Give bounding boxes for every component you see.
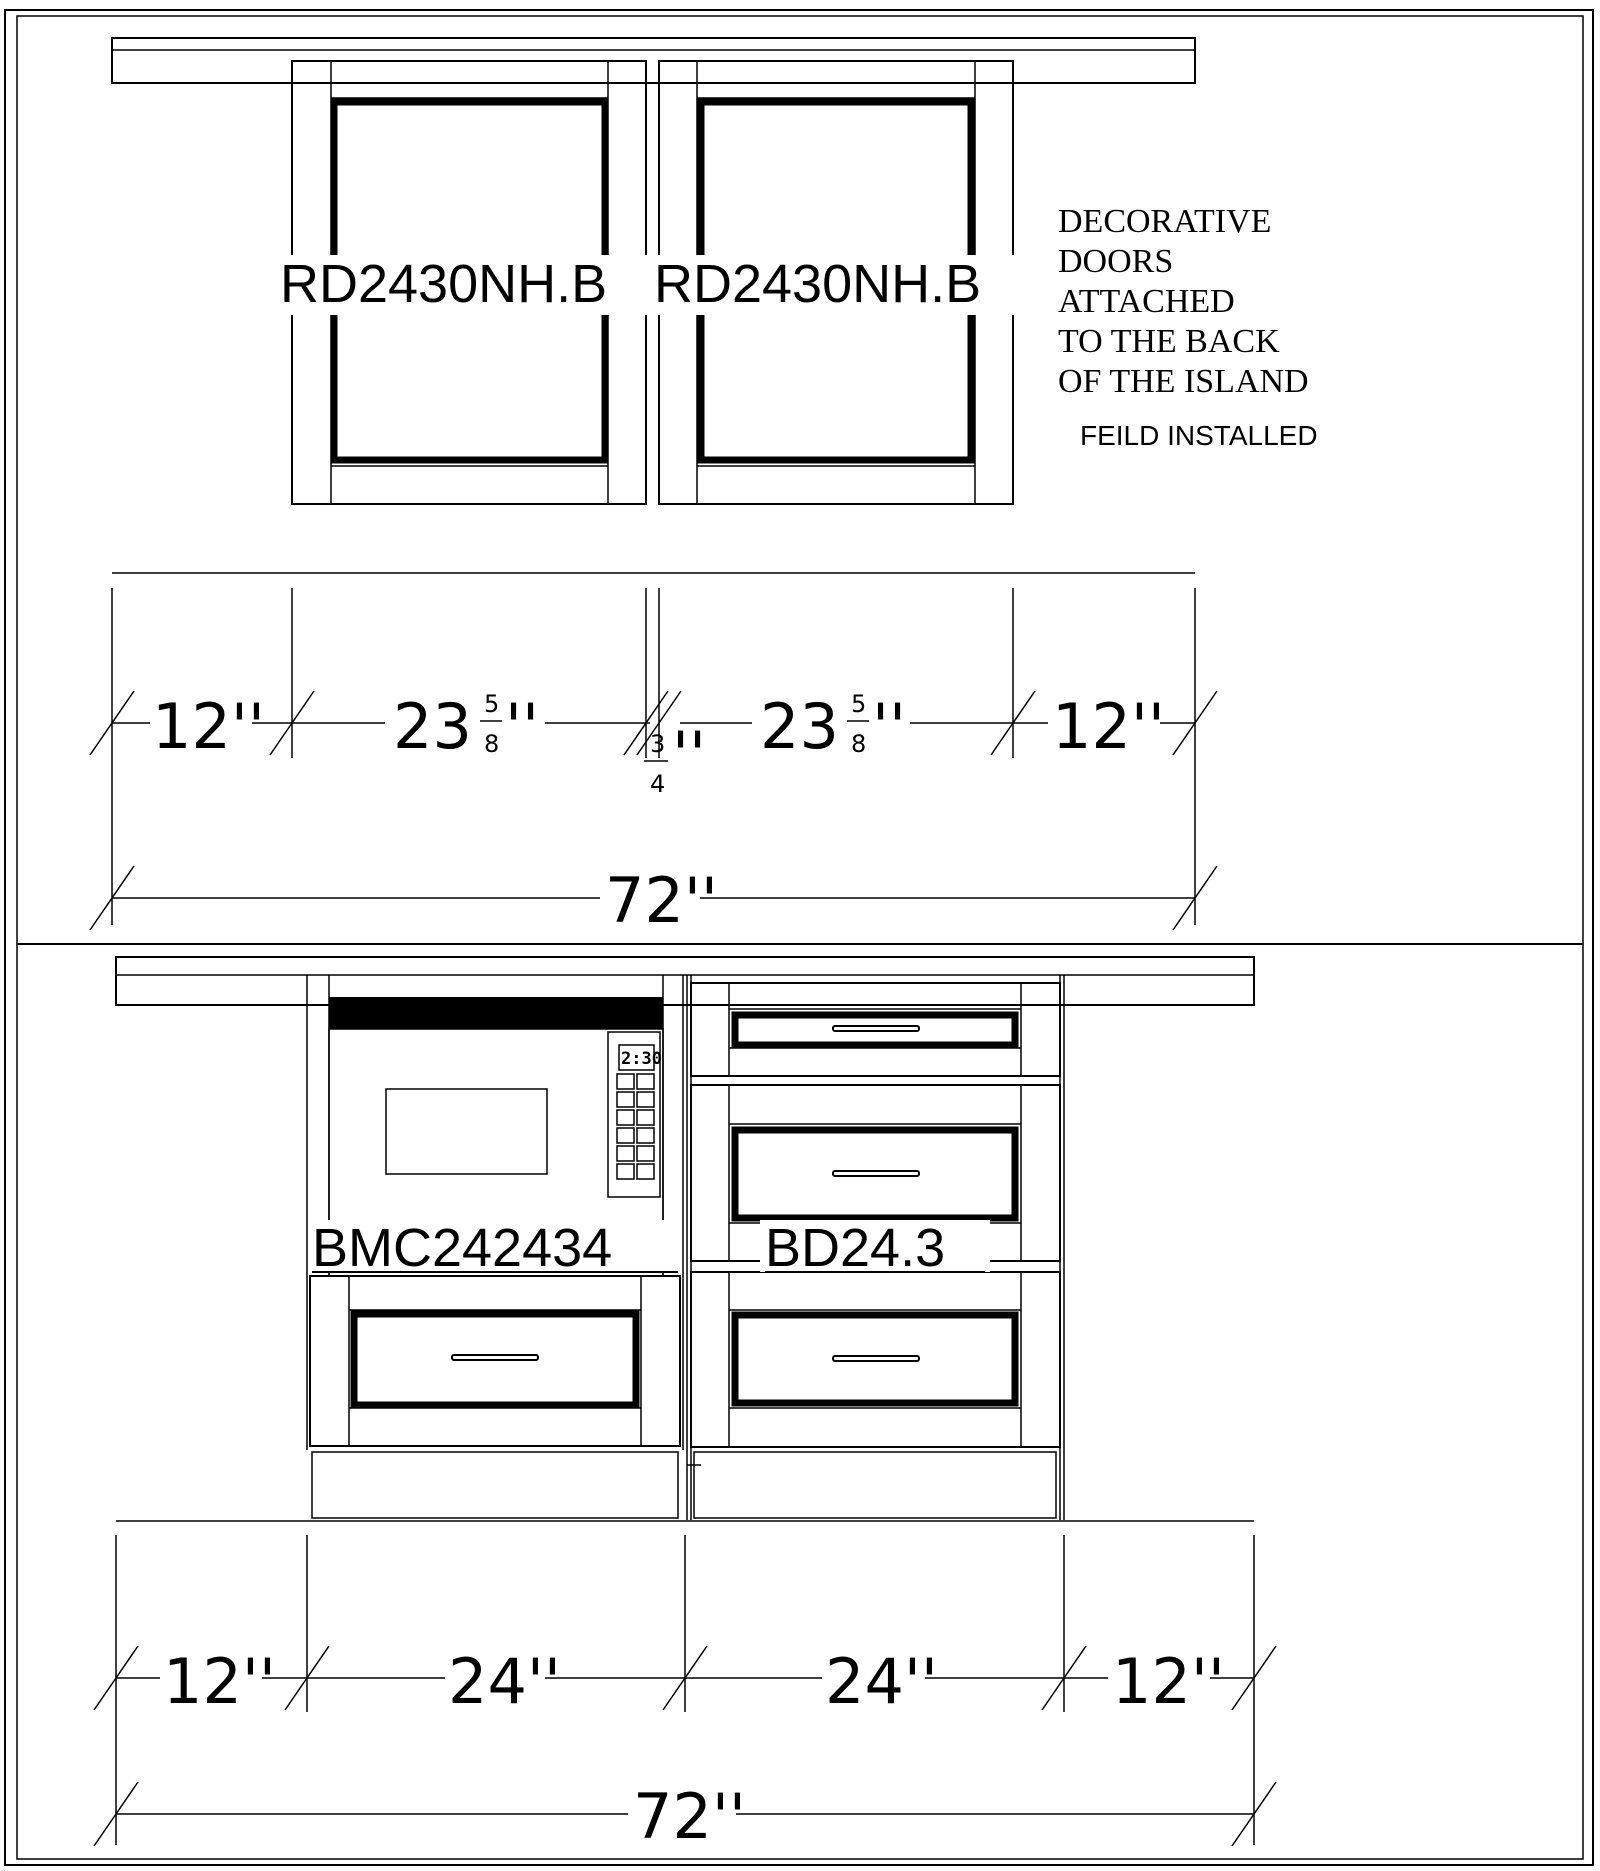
dim-bottom-total: 72'' [633,1780,746,1853]
microwave-keypad [617,1074,654,1179]
dim-top-left: 12'' [152,690,265,763]
note-line-2: DOORS [1058,243,1174,280]
cabinet-label-left: BMC242434 [312,1218,613,1278]
dim-bottom-right: 12'' [1112,1645,1225,1718]
bottom-elevation [94,957,1276,1853]
microwave-drawer-handle [452,1355,538,1360]
dim-top-gap-unit: '' [672,718,707,791]
note-line-4: TO THE BACK [1058,323,1280,360]
door-label-right: RD2430NH.B [654,254,982,314]
dim-top-door1-whole: 23 [393,690,472,763]
top-drawer-handle [833,1026,919,1031]
note-line-5: OF THE ISLAND [1058,363,1309,400]
countertop-bottom [116,957,1254,1005]
dim-top-door1-num: 5 [484,690,500,718]
dim-top-total: 72'' [605,864,718,937]
microwave-toe-kick [312,1452,678,1518]
middle-drawer-handle [833,1171,919,1176]
note-line-3: ATTACHED [1058,283,1235,320]
dim-top-door2-num: 5 [851,690,867,718]
microwave-display-text: 2:30 [621,1049,662,1069]
drawer-toe-kick [694,1452,1056,1518]
microwave-trim [329,997,663,1029]
cabinet-label-right: BD24.3 [765,1218,946,1278]
dim-bottom-mid2: 24'' [825,1645,938,1718]
countertop-top [112,38,1195,83]
microwave-window [386,1089,547,1174]
dim-top-gap-num: 3 [650,730,666,758]
dim-top-right: 12'' [1052,690,1165,763]
dim-top-door2-den: 8 [851,730,867,758]
bottom-drawer-handle [833,1356,919,1361]
note-field-installed: FEILD INSTALLED [1080,420,1318,451]
dim-top-door2-whole: 23 [760,690,839,763]
door-label-left: RD2430NH.B [280,254,608,314]
dim-top-door1-unit: '' [505,690,540,763]
dim-top-gap-den: 4 [650,770,666,798]
dim-top-door2-unit: '' [872,690,907,763]
dim-bottom-mid1: 24'' [448,1645,561,1718]
top-elevation [90,38,1318,937]
decorative-note [1058,203,1318,451]
dim-top-door1-den: 8 [484,730,500,758]
dim-bottom-left: 12'' [163,1645,276,1718]
note-line-1: DECORATIVE [1058,203,1272,240]
